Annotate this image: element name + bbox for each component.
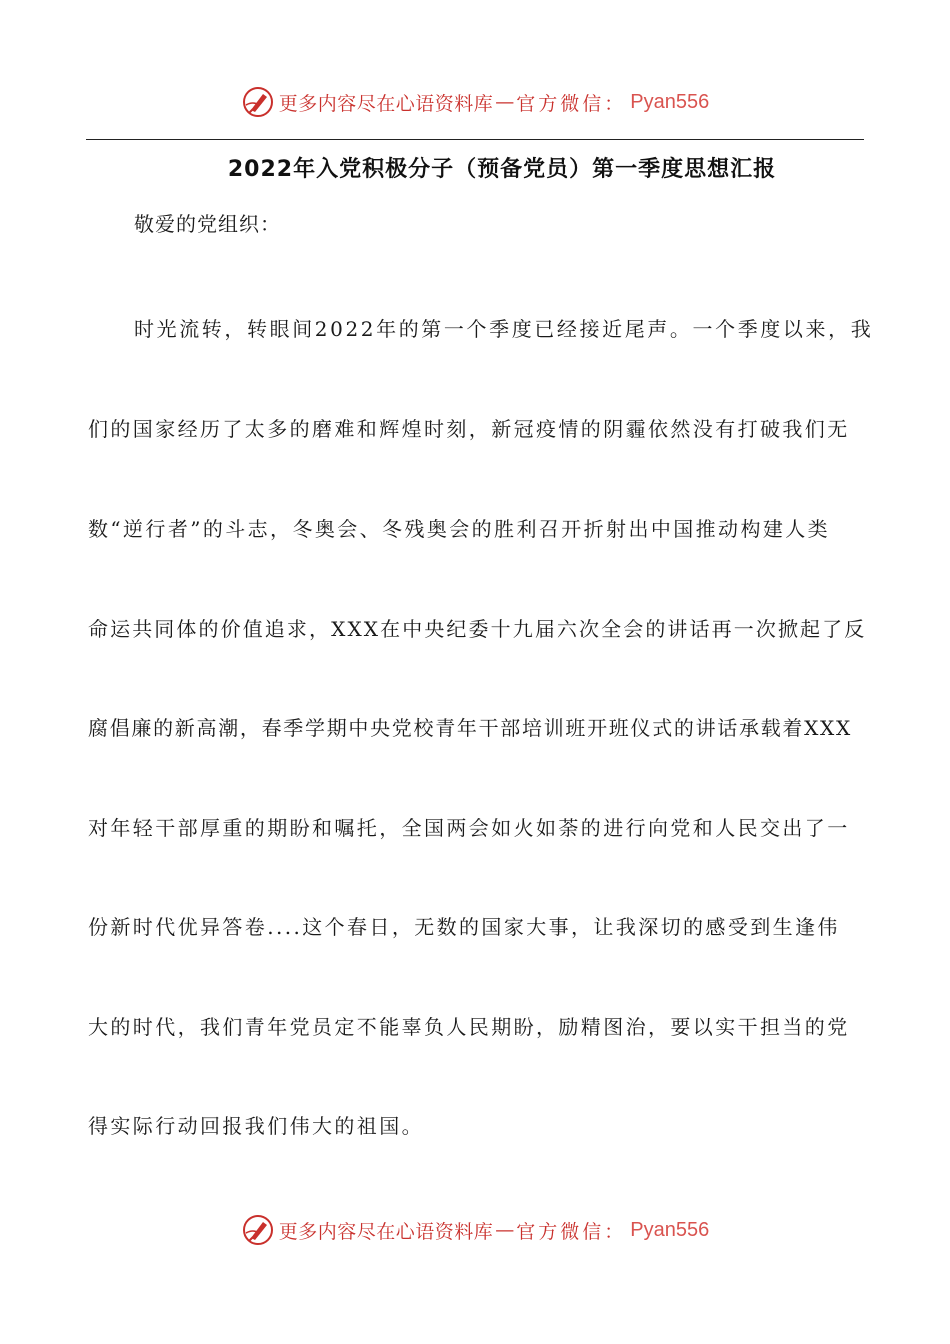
banner-separator: — xyxy=(495,1219,515,1241)
paragraph-line: 命运共同体的价值追求，XXX在中央纪委十九届六次全会的讲话再一次掀起了反 xyxy=(88,617,867,641)
footer-banner xyxy=(0,1208,950,1252)
page-title: 2022年入党积极分子（预备党员）第一季度思想汇报 xyxy=(227,157,777,182)
paragraph-line: 们的国家经历了太多的磨难和辉煌时刻，新冠疫情的阴霾依然没有打破我们无 xyxy=(88,417,850,441)
paragraph-line: 大的时代，我们青年党员定不能辜负人民期盼，励精图治，要以实干担当的党 xyxy=(88,1015,850,1039)
banner-wechat-id: Pyan556 xyxy=(630,90,710,113)
banner-separator: — xyxy=(495,91,515,113)
pen-nib-icon xyxy=(241,85,275,119)
banner-official-label: 官方微信： xyxy=(516,92,627,115)
header-banner xyxy=(0,80,950,124)
banner-tagline: 更多内容尽在心语资料库 xyxy=(278,1220,494,1243)
banner-tagline: 更多内容尽在心语资料库 xyxy=(278,92,494,115)
salutation: 敬爱的党组织： xyxy=(134,212,281,236)
banner-wechat-id: Pyan556 xyxy=(630,1218,710,1241)
paragraph-line: 数“逆行者”的斗志，冬奥会、冬残奥会的胜利召开折射出中国推动构建人类 xyxy=(88,517,831,541)
paragraph-line: 份新时代优异答卷....这个春日，无数的国家大事，让我深切的感受到生逢伟 xyxy=(88,915,840,939)
paragraph-line: 时光流转，转眼间2022年的第一个季度已经接近尾声。一个季度以来，我 xyxy=(134,317,874,341)
paragraph-line: 腐倡廉的新高潮，春季学期中央党校青年干部培训班开班仪式的讲话承载着XXX xyxy=(88,716,852,740)
paragraph-line: 对年轻干部厚重的期盼和嘱托，全国两会如火如荼的进行向党和人民交出了一 xyxy=(88,816,850,840)
header-divider xyxy=(86,139,864,140)
banner-official-label: 官方微信： xyxy=(516,1220,627,1243)
paragraph-line: 得实际行动回报我们伟大的祖国。 xyxy=(88,1114,424,1138)
pen-nib-icon xyxy=(241,1213,275,1247)
